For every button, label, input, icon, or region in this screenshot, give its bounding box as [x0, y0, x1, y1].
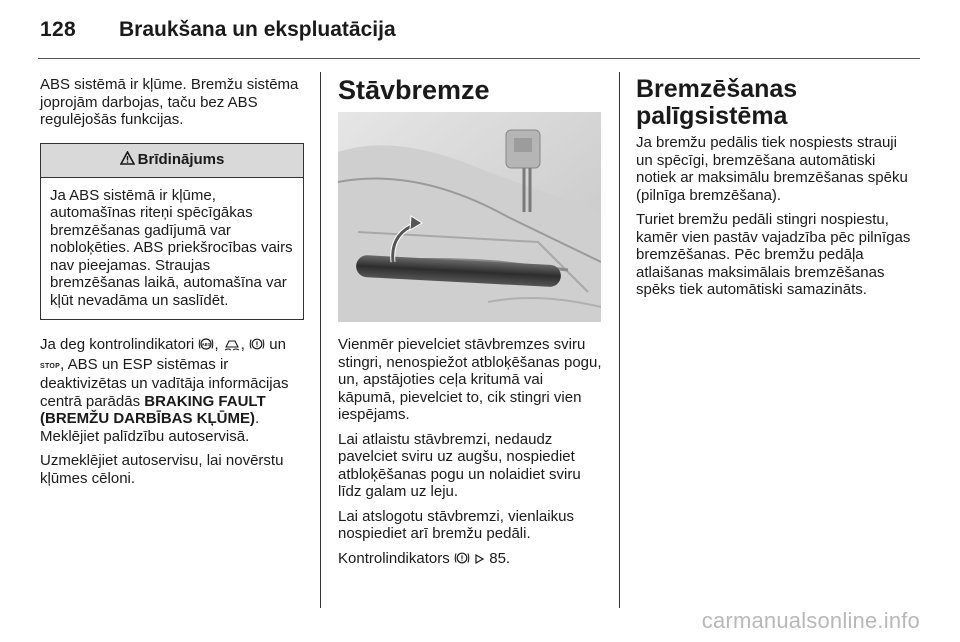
- page-header: [40, 18, 920, 58]
- brake-assist-heading: Bremzēšanas palīgsistēma: [636, 75, 798, 130]
- parking-brake-photo: [338, 112, 601, 322]
- separator: ,: [214, 336, 219, 353]
- parking-brake-p2: Lai atlaistu stāvbremzi, nedaudz pavelciet sviru uz augšu, nospiediet atbloķēšanas pogu un nolaidiet sviru līdz galam uz leju.: [338, 430, 581, 500]
- watermark: carmanualsonline.info: [701, 608, 920, 633]
- column-divider: [619, 72, 620, 608]
- column-left: [40, 76, 304, 494]
- header-rule: [38, 58, 920, 59]
- brake-indicator-icon: [249, 337, 265, 356]
- braking-fault-message: BRAKING FAULT (BREMŽU DARBĪBAS KĻŪME): [40, 392, 266, 427]
- warning-title: Brīdinājums: [137, 151, 225, 169]
- indicator-text-3: . Meklējiet palīdzību autoservisā.: [40, 410, 260, 445]
- indicator-paragraph: [40, 336, 304, 445]
- column-right: [636, 76, 916, 306]
- brake-indicator-icon: [454, 551, 470, 570]
- connector-word: un: [269, 336, 286, 353]
- brake-assist-p2: Turiet bremžu pedāli stingri nospiestu, kamēr vien pastāv vajadzība pēc pilnīgas bremzēšanas. Pēc bremžu pedāļa atlaišanas maksimālais bremzēšanas spēks tiek automātiski samazināts.: [636, 211, 911, 298]
- warning-body: Ja ABS sistēmā ir kļūme, automašīnas riteņi spēcīgākas bremzēšanas gadījumā var nobloķēties. ABS priekšrocības vairs nav pieejamas. Straujas bremzēšanas laikā, automašīna var kļūt nevadāma un saslīdēt.: [50, 186, 293, 309]
- separator: ,: [240, 336, 245, 353]
- warning-header: [41, 144, 303, 178]
- parking-brake-p4: [338, 550, 604, 570]
- warning-triangle-icon: [120, 151, 135, 170]
- abs-indicator-icon: [198, 337, 214, 356]
- page-number: 128: [40, 18, 76, 41]
- indicator-text-2: , ABS un ESP sistēmas ir deaktivizētas un vadītāja informācijas centrā parādās: [40, 355, 289, 410]
- chapter-title: Braukšana un ekspluatācija: [119, 18, 396, 41]
- parking-brake-p1: Vienmēr pievelciet stāvbremzes sviru stingri, nenospiežot atbloķēšanas pogu, un, apstājoties ceļa kritumā vai kāpumā, pievelciet to, cik stingri vien iespējams.: [338, 336, 602, 423]
- warning-box: [40, 143, 304, 321]
- indicator-text: Ja deg kontrolindikatori: [40, 336, 195, 353]
- parking-brake-heading: Stāvbremze: [338, 75, 490, 105]
- service-advice: Uzmeklējiet autoservisu, lai novērstu kļūmes cēloni.: [40, 452, 284, 487]
- page-reference-arrow-icon: [474, 552, 485, 570]
- abs-fault-intro: ABS sistēmā ir kļūme. Bremžu sistēma joprojām darbojas, taču bez ABS regulējošās funkcijas.: [40, 76, 299, 128]
- svg-text:ABS: ABS: [202, 341, 211, 347]
- column-divider: [320, 72, 321, 608]
- esp-indicator-icon: [223, 337, 241, 356]
- page-reference: 85.: [489, 549, 511, 567]
- brake-assist-p1: Ja bremžu pedālis tiek nospiests strauji un spēcīgi, bremzēšana automātiski notiek ar maksimālu bremzēšanas spēku (pilnīga bremzēšana).: [636, 134, 908, 204]
- column-middle: [338, 76, 604, 576]
- indicator-ref-text: Kontrolindikators: [338, 549, 450, 567]
- stop-indicator-icon: STOP: [40, 362, 61, 370]
- parking-brake-p3: Lai atslogotu stāvbremzi, vienlaikus nospiediet arī bremžu pedāli.: [338, 507, 574, 542]
